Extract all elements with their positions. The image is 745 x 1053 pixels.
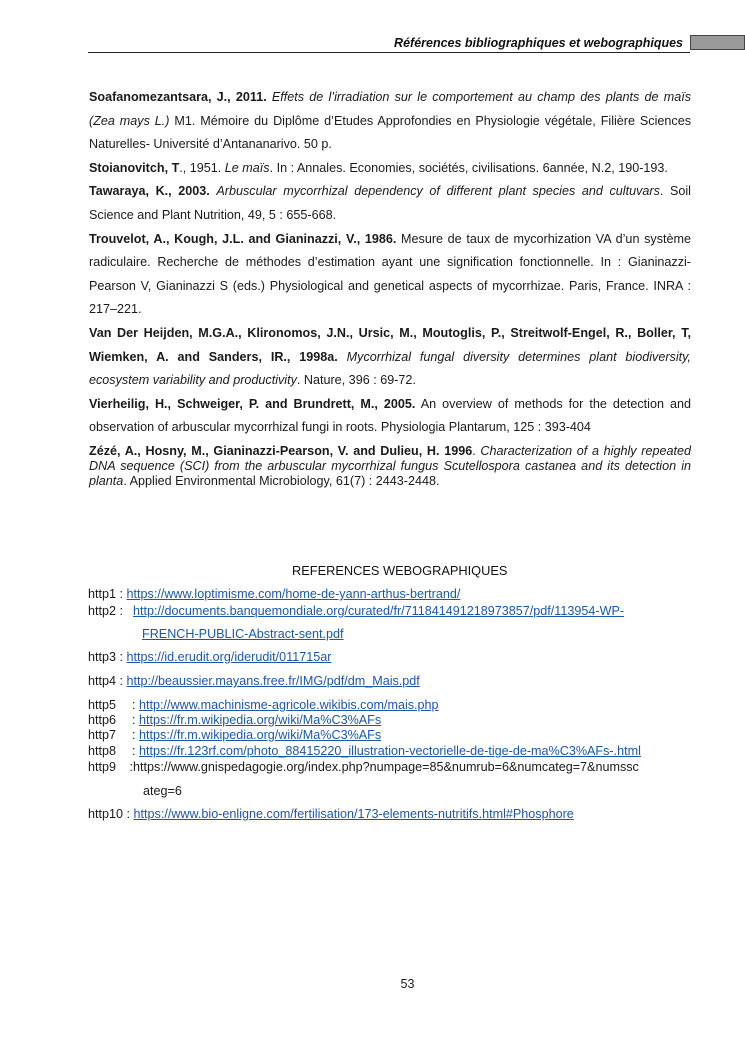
- web-reference-label: http5: [88, 698, 117, 712]
- web-reference-row: http4 : http://beaussier.mayans.free.fr/IMG/pdf/dm_Mais.pdf: [88, 674, 420, 688]
- reference-author-tail: ., 1951.: [179, 160, 222, 175]
- reference-details: Mesure de taux de mycorhization VA d’un système radiculaire. Recherche de méthodes d’estimation ayant une signification fonctionnelle. In : Gianinazzi-Pearson V, Gianinazzi S (eds.) Physiological and genetical aspects of mycorrhizae. Paris, France. INRA : 217–221.: [89, 231, 691, 317]
- web-reference-label: http7: [88, 728, 117, 742]
- reference-author: Vierheilig, H., Schweiger, P. and Brundrett, M., 2005.: [89, 396, 416, 411]
- web-reference-row-continuation: [142, 627, 344, 641]
- web-reference-link[interactable]: https://fr.m.wikipedia.org/wiki/Ma%C3%AFs: [139, 713, 382, 727]
- web-reference-link[interactable]: https://www.loptimisme.com/home-de-yann-arthus-bertrand/: [126, 587, 461, 601]
- web-reference-link[interactable]: https://id.erudit.org/iderudit/011715ar: [126, 650, 332, 664]
- reference-author: Van Der Heijden, M.G.A., Klironomos, J.N., Ursic, M., Moutoglis, P., Streitwolf-Engel, R., Boller, T, Wiemken, A. and Sanders, IR., 1998a.: [89, 325, 691, 364]
- web-reference-row: http9 :https://www.gnispedagogie.org/index.php?numpage=85&numrub=6&numcateg=7&numssc: [88, 760, 639, 774]
- web-reference-label: http6: [88, 713, 117, 727]
- reference-entry: [89, 393, 691, 440]
- web-reference-link[interactable]: http://documents.banquemondiale.org/curated/fr/711841491218973857/pdf/113954-WP-: [133, 604, 625, 618]
- web-reference-row: http8 : https://fr.123rf.com/photo_88415220_illustration-vectorielle-de-tige-de-ma%C3%AFs-.html: [88, 744, 641, 758]
- running-header-title: Références bibliographiques et webographiques: [394, 36, 683, 50]
- web-reference-link-continuation[interactable]: FRENCH-PUBLIC-Abstract-sent.pdf: [142, 627, 344, 641]
- web-reference-link[interactable]: https://fr.m.wikipedia.org/wiki/Ma%C3%AFs: [139, 728, 382, 742]
- web-reference-row: http2 : http://documents.banquemondiale.org/curated/fr/711841491218973857/pdf/113954-WP-: [88, 604, 625, 618]
- reference-details: . In : Annales. Economies, sociétés, civilisations. 6année, N.2, 190-193.: [269, 160, 668, 175]
- reference-details: . Applied Environmental Microbiology, 61(7) : 2443-2448.: [123, 473, 440, 488]
- header-divider: [88, 52, 690, 53]
- web-reference-link[interactable]: http://beaussier.mayans.free.fr/IMG/pdf/dm_Mais.pdf: [126, 674, 420, 688]
- web-reference-label: http10: [88, 807, 124, 821]
- reference-entry: [89, 322, 691, 393]
- reference-title: Le maïs: [224, 160, 270, 175]
- page-number: 53: [400, 977, 415, 991]
- web-reference-label: http3: [88, 650, 117, 664]
- web-reference-link[interactable]: http://www.machinisme-agricole.wikibis.com/mais.php: [139, 698, 439, 712]
- header-decoration-box: [690, 35, 745, 50]
- reference-details: An overview of methods for the detection and observation of arbuscular mycorrhizal fungi in roots. Physiologia Plantarum, 125 : 393-404: [89, 396, 691, 435]
- web-reference-row: http3 : https://id.erudit.org/iderudit/011715ar: [88, 650, 332, 664]
- web-reference-row: http7 : https://fr.m.wikipedia.org/wiki/Ma%C3%AFs: [88, 728, 382, 742]
- reference-title: Mycorrhizal fungal diversity determines plant biodiversity, ecosystem variability and productivity: [89, 349, 691, 388]
- reference-details: M1. Mémoire du Diplôme d’Etudes Approfondies en Physiologie végétale, Filière Sciences Naturelles- Université d’Antananarivo. 50 p.: [89, 113, 691, 152]
- reference-details: . Soil Science and Plant Nutrition, 49, 5 : 655-668.: [89, 184, 691, 222]
- webography-heading: REFERENCES WEBOGRAPHIQUES: [292, 563, 508, 578]
- reference-entry: [89, 86, 691, 157]
- reference-title: Arbuscular mycorrhizal dependency of different plant species and cultuvars: [216, 184, 660, 199]
- reference-entry: [89, 180, 691, 227]
- reference-entry: [89, 444, 691, 489]
- reference-author: Tawaraya, K., 2003.: [89, 184, 210, 199]
- reference-author: Stoianovitch, T: [89, 160, 180, 175]
- reference-author: Zézé, A., Hosny, M., Gianinazzi-Pearson, V. and Dulieu, H. 1996: [89, 443, 473, 458]
- reference-title: Effets de l’irradiation sur le comportement au champ des plants de maïs (Zea mays L.): [89, 90, 691, 128]
- web-reference-label: http2: [88, 604, 117, 618]
- web-reference-label: http4: [88, 674, 117, 688]
- web-reference-text: https://www.gnispedagogie.org/index.php?numpage=85&numrub=6&numcateg=7&numssc: [133, 760, 639, 774]
- web-reference-label: http1: [88, 587, 117, 601]
- bibliography-list: [89, 86, 691, 489]
- reference-author: Trouvelot, A., Kough, J.L. and Gianinazzi, V., 1986.: [89, 231, 397, 246]
- reference-entry: [89, 157, 691, 181]
- web-reference-row: http1 : https://www.loptimisme.com/home-de-yann-arthus-bertrand/: [88, 587, 461, 601]
- reference-title: Characterization of a highly repeated DNA sequence (SCI) from the arbuscular mycorrhizal fungus Scutellospora castanea and its detection in planta: [89, 443, 691, 488]
- web-reference-row: http10 : https://www.bio-enligne.com/fertilisation/173-elements-nutritifs.html#Phosphore: [88, 807, 574, 821]
- web-reference-link[interactable]: https://fr.123rf.com/photo_88415220_illustration-vectorielle-de-tige-de-ma%C3%AFs-.html: [139, 744, 641, 758]
- reference-entry: [89, 228, 691, 322]
- web-reference-label: http9: [88, 760, 117, 774]
- web-reference-row-continuation: [143, 784, 182, 798]
- web-reference-label: http8: [88, 744, 117, 758]
- web-reference-row: http6 : https://fr.m.wikipedia.org/wiki/Ma%C3%AFs: [88, 713, 382, 727]
- reference-details: . Nature, 396 : 69-72.: [296, 373, 416, 388]
- web-reference-text-continuation: ateg=6: [143, 784, 182, 798]
- web-reference-row: http5 : http://www.machinisme-agricole.wikibis.com/mais.php: [88, 698, 439, 712]
- web-reference-link[interactable]: https://www.bio-enligne.com/fertilisation/173-elements-nutritifs.html#Phosphore: [133, 807, 574, 821]
- reference-title-prefix: .: [472, 443, 481, 458]
- reference-author: Soafanomezantsara, J., 2011.: [89, 90, 267, 104]
